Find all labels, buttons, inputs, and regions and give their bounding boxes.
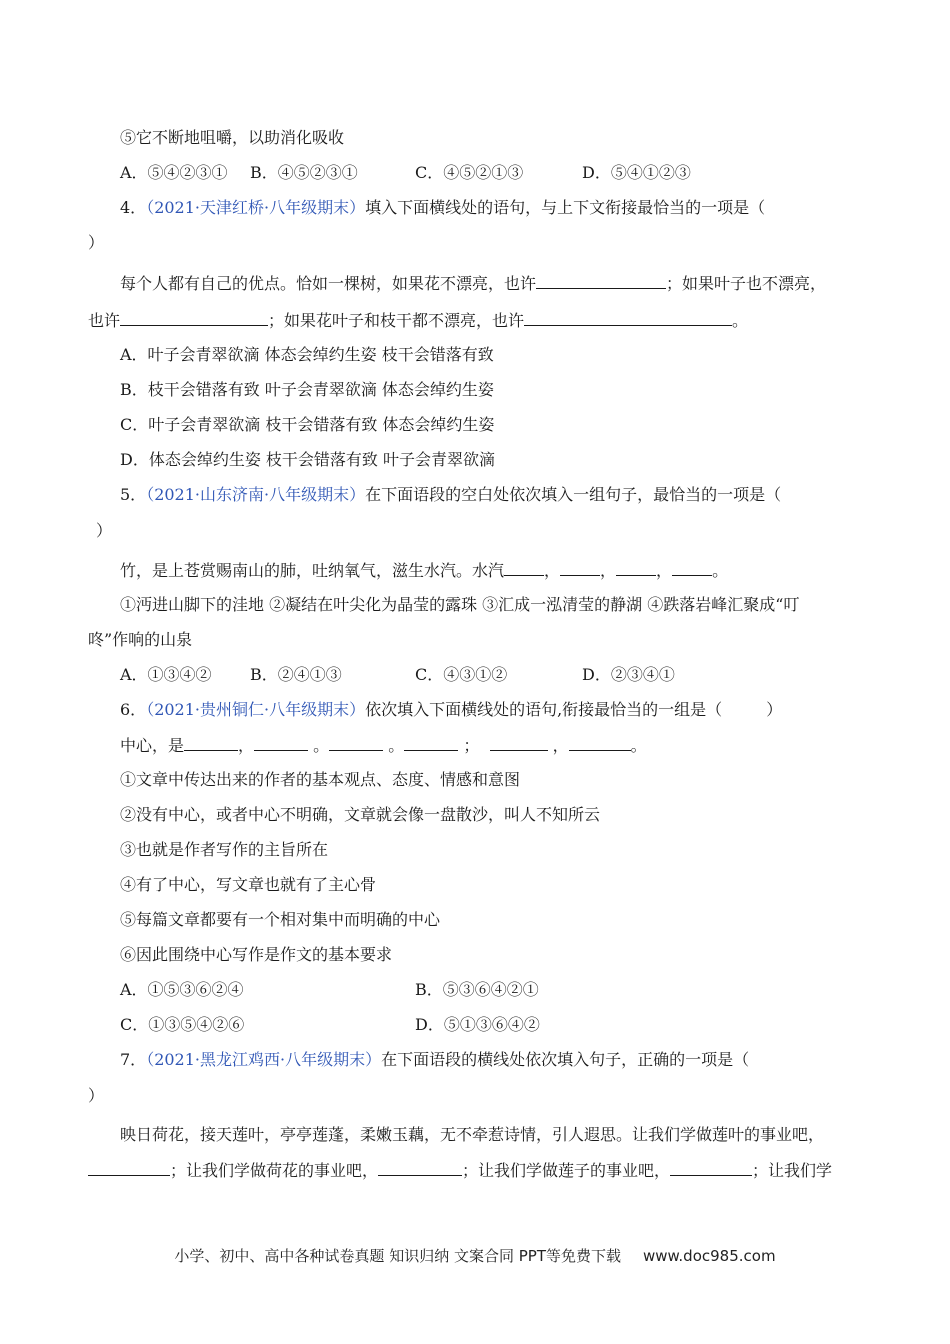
q3-option-d: D．⑤④①②③ — [582, 163, 691, 182]
q5-option-c: C．④③①② — [415, 665, 508, 684]
q6-number: 6． — [120, 700, 147, 719]
q6-item-2: ②没有中心，或者中心不明确，文章就会像一盘散沙，叫人不知所云 — [120, 805, 601, 824]
q4-blank-3 — [524, 310, 732, 326]
q5-option-b: B．②④①③ — [250, 665, 342, 684]
q7-passage-text: ；让我们学做荷花的事业吧， — [170, 1161, 379, 1180]
q6-blank-4 — [404, 735, 458, 751]
q7-number: 7． — [120, 1050, 147, 1069]
q5-option-a: A．①③④② — [120, 665, 212, 684]
q4-passage-line1 — [120, 273, 826, 294]
page-footer — [0, 1245, 950, 1266]
q6-close-paren: ） — [766, 700, 783, 719]
q5-items-line1: ①沔进山脚下的洼地 ②凝结在叶尖化为晶莹的露珠 ③汇成一泓清莹的静湖 ④跌落岩峰汇聚成“叮 — [120, 595, 800, 614]
q5-items-line2: 咚”作响的山泉 — [88, 630, 193, 649]
q7-blank-2 — [378, 1160, 462, 1176]
footer-text: 小学、初中、高中各种试卷真题 知识归纳 文案合同 PPT等免费下载 — [174, 1247, 621, 1265]
q4-option-c: C．叶子会青翠欲滴 枝干会错落有致 体态会绰约生姿 — [120, 415, 495, 434]
q5-source: （2021·山东济南·八年级期末） — [146, 485, 366, 504]
q5-blank-4 — [672, 560, 712, 576]
q7-blank-1 — [88, 1160, 170, 1176]
q6-option-b: B．⑤③⑥④②① — [415, 980, 539, 999]
q5-number: 5． — [120, 485, 147, 504]
q7-source: （2021·黑龙江鸡西·八年级期末） — [146, 1050, 382, 1069]
q6-comma: ， — [552, 736, 569, 755]
q4-option-a: A．叶子会青翠欲滴 体态会绰约生姿 枝干会错落有致 — [120, 345, 494, 364]
q3-option-c: C．④⑤②①③ — [415, 163, 524, 182]
q6-option-c: C．①③⑤④②⑥ — [120, 1015, 245, 1034]
q4-option-d: D．体态会绰约生姿 枝干会错落有致 叶子会青翠欲滴 — [120, 450, 496, 469]
q6-period: 。 — [388, 736, 405, 755]
q4-passage-text: 。 — [732, 311, 749, 330]
footer-website[interactable]: www.doc985.com — [642, 1247, 776, 1265]
q4-number: 4． — [120, 198, 147, 217]
q4-passage-text: ；如果叶子也不漂亮， — [666, 274, 827, 293]
q5-comma: ， — [544, 561, 561, 580]
q7-passage-line2 — [88, 1160, 832, 1181]
q7-passage-text: ；让我们学 — [752, 1161, 833, 1180]
q6-item-5: ⑤每篇文章都要有一个相对集中而明确的中心 — [120, 910, 441, 929]
q4-blank-2 — [120, 310, 268, 326]
q5-question: 在下面语段的空白处依次填入一组句子，最恰当的一项是（ — [365, 485, 782, 504]
q6-blank-2 — [254, 735, 308, 751]
q4-close-paren: ） — [88, 233, 105, 252]
q6-item-3: ③也就是作者写作的主旨所在 — [120, 840, 329, 859]
q4-stem — [120, 198, 765, 218]
q5-passage — [120, 560, 728, 581]
q6-source: （2021·贵州铜仁·八年级期末） — [146, 700, 366, 719]
q7-close-paren: ） — [88, 1086, 105, 1105]
q6-blank-3 — [329, 735, 383, 751]
q4-blank-1 — [536, 273, 666, 289]
q6-option-a: A．①⑤③⑥②④ — [120, 980, 244, 999]
q6-option-d: D．⑤①③⑥④② — [415, 1015, 540, 1034]
q3-option-a: A．⑤④②③① — [120, 163, 228, 182]
q6-comma: ， — [238, 736, 255, 755]
q6-semicolon: ； — [463, 736, 480, 755]
q5-blank-3 — [616, 560, 656, 576]
q3-item-5: ⑤它不断地咀嚼，以助消化吸收 — [120, 128, 345, 147]
q6-question: 依次填入下面横线处的语句,衔接最恰当的一组是（ — [365, 700, 723, 719]
q6-blank-5 — [490, 735, 548, 751]
q3-option-b: B．④⑤②③① — [250, 163, 358, 182]
q6-passage — [120, 735, 647, 756]
q4-passage-text: ；如果花叶子和枝干都不漂亮，也许 — [268, 311, 525, 330]
q6-item-4: ④有了中心，写文章也就有了主心骨 — [120, 875, 377, 894]
q4-passage-text: 每个人都有自己的优点。恰如一棵树，如果花不漂亮，也许 — [120, 274, 537, 293]
q7-blank-3 — [670, 1160, 752, 1176]
q7-stem — [120, 1050, 749, 1070]
q6-blank-1 — [184, 735, 238, 751]
q5-comma: ， — [600, 561, 617, 580]
q4-source: （2021·天津红桥·八年级期末） — [146, 198, 366, 217]
q4-option-b: B．枝干会错落有致 叶子会青翠欲滴 体态会绰约生姿 — [120, 380, 494, 399]
q4-question: 填入下面横线处的语句，与上下文衔接最恰当的一项是（ — [365, 198, 766, 217]
q7-question: 在下面语段的横线处依次填入句子，正确的一项是（ — [381, 1050, 750, 1069]
q4-passage-text: 也许 — [88, 311, 121, 330]
q6-blank-6 — [569, 735, 631, 751]
q5-option-d: D．②③④① — [582, 665, 675, 684]
q5-blank-2 — [560, 560, 600, 576]
q6-period: 。 — [313, 736, 330, 755]
q5-stem — [120, 485, 781, 505]
q5-period: 。 — [712, 561, 729, 580]
q5-blank-1 — [504, 560, 544, 576]
q7-passage-line1: 映日荷花，接天莲叶，亭亭莲蓬，柔嫩玉藕，无不牵惹诗情，引人遐思。让我们学做莲叶的事业吧， — [120, 1125, 825, 1144]
q6-item-6: ⑥因此围绕中心写作是作文的基本要求 — [120, 945, 393, 964]
q5-passage-text: 竹，是上苍赏赐南山的肺，吐纳氧气，滋生水汽。水汽 — [120, 561, 505, 580]
q5-close-paren: ） — [96, 521, 113, 540]
q6-passage-text: 中心，是 — [120, 736, 185, 755]
q6-end-period: 。 — [630, 736, 647, 755]
q4-passage-line2 — [88, 310, 748, 331]
q7-passage-text: ；让我们学做莲子的事业吧， — [462, 1161, 671, 1180]
q6-item-1: ①文章中传达出来的作者的基本观点、态度、情感和意图 — [120, 770, 521, 789]
q5-comma: ， — [656, 561, 673, 580]
q6-stem — [120, 700, 782, 720]
